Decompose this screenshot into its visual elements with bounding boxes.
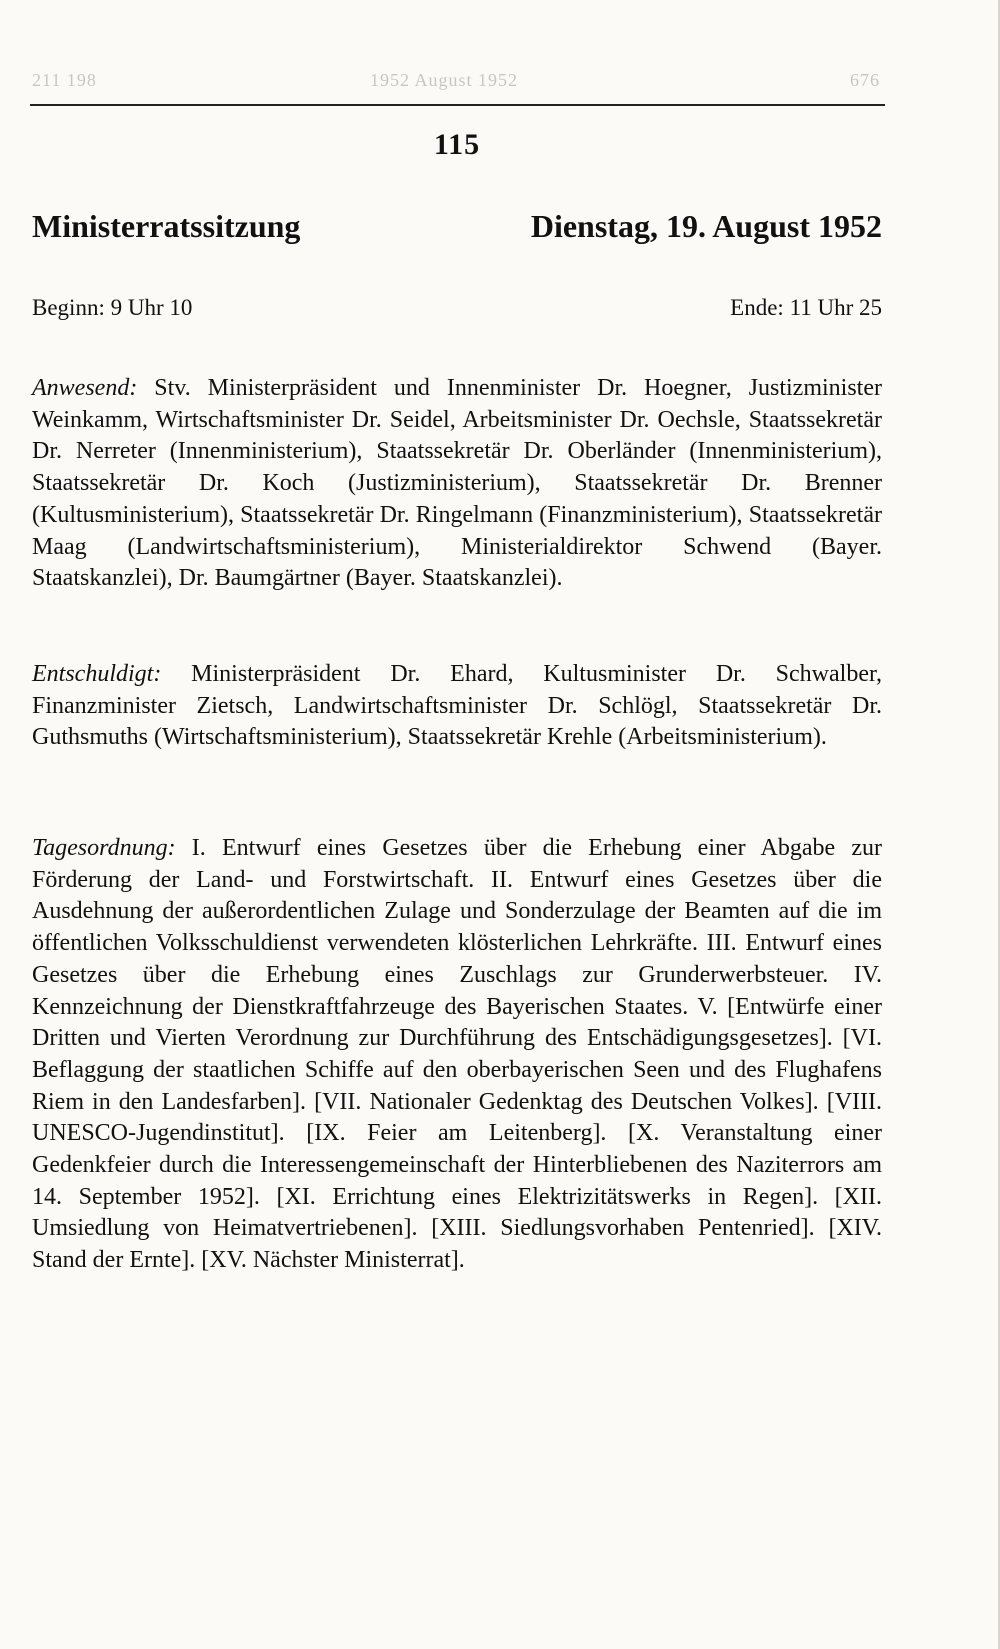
session-heading	[32, 208, 882, 245]
agenda-label: Tagesordnung:	[32, 835, 176, 861]
attendance-text: Stv. Ministerpräsident und Innenminister Dr. Hoegner, Justizminister Weinkamm, Wirtschaftsminister Dr. Seidel, Arbeitsminister Dr. Oechsle, Staatssekretär Dr. Nerreter (Innenministerium), Staatssekretär Dr. Oberländer (Innenministerium), Staatssekretär Dr. Koch (Justizministerium), Staatssekretär Dr. Brenner (Kultusministerium), Staatssekretär Dr. Ringelmann (Finanzministerium), Staatssekretär Maag (Landwirtschaftsministerium), Ministerialdirektor Schwend (Bayer. Staatskanzlei), Dr. Baumgärtner (Bayer. Staatskanzlei).	[32, 375, 882, 592]
bleed-through-header	[0, 70, 1000, 90]
attendance-label: Anwesend:	[32, 375, 138, 401]
agenda-text: I. Entwurf eines Gesetzes über die Erhebung einer Abgabe zur Förderung der Land- und Forstwirtschaft. II. Entwurf eines Gesetzes über die Ausdehnung der außerordentlichen Zulage und Sonderzulage der Beamten auf die im öffentlichen Volksschuldienst verwendeten klösterlichen Lehrkräfte. III. Entwurf eines Gesetzes über die Erhebung eines Zuschlags zur Grunderwerbsteuer. IV. Kennzeichnung der Dienstkraftfahrzeuge des Bayerischen Staates. V. [Entwürfe einer Dritten und Vierten Verordnung zur Durchführung des Entschädigungsgesetzes]. [VI. Beflaggung der staatlichen Schiffe auf den oberbayerischen Seen und des Flughafens Riem in den Landesfarben]. [VII. Nationaler Gedenktag des Deutschen Volkes]. [VIII. UNESCO-Jugendinstitut]. [IX. Feier am Leitenberg]. [X. Veranstaltung einer Gedenkfeier durch die Interessengemeinschaft der Hinterbliebenen des Naziterrors am 14. September 1952]. [XI. Errichtung eines Elektrizitätswerks in Regen]. [XII. Umsiedlung von Heimatvertriebenen]. [XIII. Siedlungsvorhaben Pentenried]. [XIV. Stand der Ernte]. [XV. Nächster Ministerrat].	[32, 835, 882, 1274]
bleed-left: 211 198	[32, 70, 97, 90]
excused-paragraph	[32, 659, 882, 754]
bleed-center: 1952 August 1952	[370, 70, 519, 90]
end-time: Ende: 11 Uhr 25	[730, 295, 882, 320]
begin-time: Beginn: 9 Uhr 10	[32, 295, 193, 320]
attendance-paragraph	[32, 373, 882, 595]
session-times	[32, 295, 882, 321]
bleed-right: 676	[850, 70, 880, 90]
header-rule	[30, 104, 885, 106]
session-title: Ministerratssitzung	[32, 208, 301, 244]
session-number: 115	[433, 128, 481, 161]
excused-label: Entschuldigt:	[32, 661, 162, 687]
agenda-paragraph	[32, 833, 882, 1277]
excused-text: Ministerpräsident Dr. Ehard, Kultusminister Dr. Schwalber, Finanzminister Zietsch, Landwirtschaftsminister Dr. Schlögl, Staatssekretär Dr. Guthsmuths (Wirtschaftsministerium), Staatssekretär Krehle (Arbeitsministerium).	[32, 661, 882, 751]
session-date: Dienstag, 19. August 1952	[530, 208, 882, 244]
